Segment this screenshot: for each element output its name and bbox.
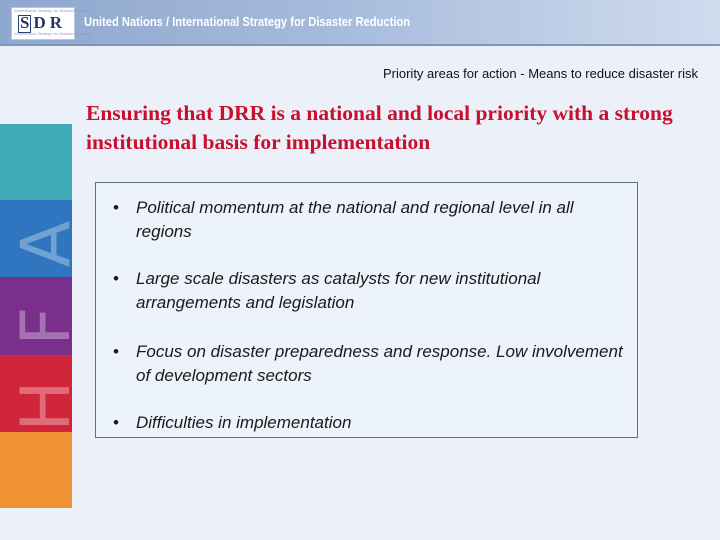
bullet-text: Focus on disaster preparedness and response. Low involvement of development sectors	[136, 342, 623, 385]
slide-subtitle: Priority areas for action - Means to reduce disaster risk	[382, 66, 698, 81]
header-bar	[0, 0, 720, 44]
bullet-box	[95, 182, 638, 438]
bullet-dot: •	[113, 269, 119, 288]
bullet-dot: •	[113, 413, 119, 432]
header-divider	[0, 44, 720, 46]
hfa-letter-h: H	[7, 380, 86, 432]
bullet-text: Large scale disasters as catalysts for new institutional arrangements and legislation	[136, 269, 541, 312]
bullet-text: Difficulties in implementation	[136, 413, 352, 432]
logo-text: SDR	[20, 13, 67, 32]
slide-headline: Ensuring that DRR is a national and local priority with a strong institutional basis for implementation	[86, 101, 673, 154]
logo-bottom-caption: International Strategy for Disaster Reduction	[14, 32, 93, 36]
bullet-item	[96, 340, 637, 388]
logo-top-caption: International Strategy for Disaster Reduction	[14, 9, 93, 13]
hfa-letter-a: A	[7, 220, 86, 268]
band-teal	[0, 124, 72, 200]
bullet-dot: •	[113, 342, 119, 361]
hfa-side-bands	[0, 124, 86, 508]
org-title: United Nations / International Strategy for Disaster Reduction	[84, 14, 411, 29]
isdr-logo	[11, 7, 93, 40]
bullet-item	[96, 196, 637, 244]
bullet-text: Political momentum at the national and regional level in all regions	[136, 198, 574, 241]
hfa-letter-f: F	[7, 306, 86, 346]
bullet-item	[96, 267, 637, 315]
bullet-item	[96, 411, 637, 435]
bullet-dot: •	[113, 198, 119, 217]
